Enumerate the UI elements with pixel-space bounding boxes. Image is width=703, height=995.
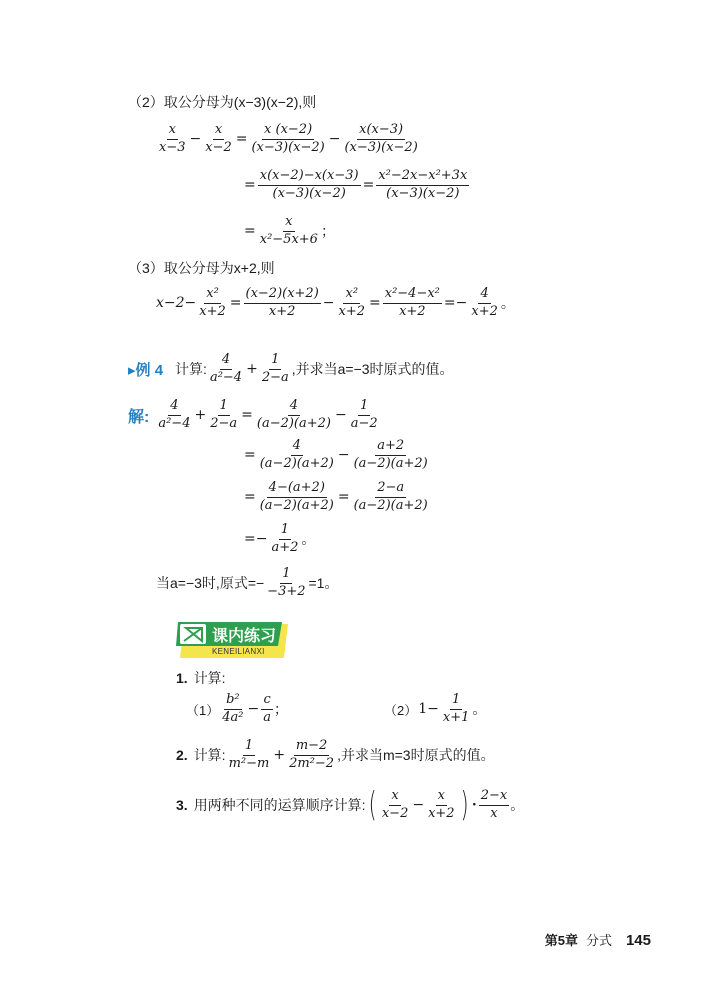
chapter-title: 分式	[585, 933, 612, 948]
example4: ▸例 4 计算: 4 a²−4 + $\frac{1}{2-a}$ ,并求当a=−3时原式的值。	[128, 352, 454, 386]
fraction: $\frac{x}{\text{x²−5x+6}}$	[259, 214, 318, 248]
fraction: $\frac{m-2}{\text{2m²−2}}$	[289, 738, 335, 772]
exercise-number: 3.	[176, 797, 188, 814]
fraction: $\frac{1}{2-a}$	[261, 352, 289, 386]
fraction: b² 4a²	[222, 692, 244, 726]
page-footer	[545, 930, 651, 949]
fraction: $\frac{a+2}{(a-2)(a+2)}$	[353, 438, 428, 472]
exercise-2: 2. 计算: 1 m²−m + $\frac{m-2}{\text{2m²−2}}$ ,并求当m=3时原式的值。	[176, 738, 495, 772]
part2-row1: x x−3 − $\frac{x}{x-2}$ = $\frac{x (x-2)}{(x-3)(x-2)}$ − $\frac{x(x-3)}{(x-3)(x-2)}$	[159, 122, 418, 156]
fraction: $\frac{c}{a}$	[263, 692, 271, 726]
solution-label: 解:	[128, 408, 150, 426]
fraction: $\frac{x}{x-2}$	[205, 122, 232, 156]
solution-conclusion: 当a=−3时,原式=− $\frac{1}{-3+2}$ =1。	[156, 566, 339, 600]
fraction: $\frac{1}{x+1}$	[442, 692, 470, 726]
fraction: 4 a²−4	[209, 352, 243, 386]
fraction: $\frac{\text{x²−4−x²}}{x+2}$	[384, 286, 440, 320]
fraction: 1 m²−m	[228, 738, 270, 772]
fraction: $\frac{1}{2-a}$	[210, 398, 238, 432]
fraction: $\frac{4}{(a-2)(a+2)}$	[256, 398, 331, 432]
banner-title: 课内练习	[212, 628, 277, 645]
fraction: $\frac{4-(a+2)}{(a-2)(a+2)}$	[259, 480, 334, 514]
part2-row2: = $\frac{x(x-2)-x(x-3)}{(x-3)(x-2)}$ = $\frac{\text{x²−2x−x²+3x}}{(x-3)(x-2)}$	[244, 168, 468, 202]
part2-row3: = $\frac{x}{\text{x²−5x+6}}$ ；	[244, 214, 335, 248]
fraction: $\frac{x(x-3)}{(x-3)(x-2)}$	[344, 122, 418, 156]
exercise-3: 3. 用两种不同的运算顺序计算: ( x x−2 − $\frac{x}{x+2}$ ) · 2−x x 。	[176, 785, 525, 826]
fraction: $\frac{x}{x+2}$	[428, 788, 455, 822]
exercise-1: 1. 计算:	[176, 670, 226, 686]
chapter-label: 第5章	[544, 933, 578, 948]
fraction: $\frac{4}{x+2}$	[471, 286, 498, 320]
fraction: 2−x x	[480, 788, 508, 822]
fraction: $\frac{(x-2)(x+2)}{x+2}$	[245, 286, 319, 320]
banner-subtitle: KENEILIANXI	[212, 647, 265, 656]
solution-row3: = $\frac{4-(a+2)}{(a-2)(a+2)}$ = $\frac{2-a}{(a-2)(a+2)}$	[244, 480, 428, 514]
fraction: $\frac{1}{a+2}$	[271, 522, 299, 556]
fraction: $\frac{\text{x²}}{x+2}$	[199, 286, 226, 320]
exercise-1-sub1: （1） b² 4a² − $\frac{c}{a}$ ；	[186, 692, 288, 726]
exercise-number: 2.	[176, 747, 188, 764]
fraction: $\frac{2-a}{(a-2)(a+2)}$	[353, 480, 428, 514]
part2-intro: （2）取公分母为(x−3)(x−2),则	[128, 94, 317, 110]
part3-row: x−2− $\frac{\text{x²}}{x+2}$ = $\frac{(x-2)(x+2)}{x+2}$ − $\frac{\text{x²}}{x+2}$ = $\frac{\text{x²−4−x²}}{x+2}$ =− $\frac{4}{x+2}$ 。	[156, 286, 515, 320]
fraction: x x−3	[159, 122, 186, 156]
solution-row4: =− $\frac{1}{a+2}$ 。	[244, 522, 316, 556]
fraction: x x−2	[381, 788, 409, 822]
exercise-1-sub2: （2） 1− $\frac{1}{x+1}$ 。	[384, 692, 487, 726]
fraction: $\frac{\text{x²−2x−x²+3x}}{(x-3)(x-2)}$	[378, 168, 468, 202]
exercise-banner	[176, 620, 291, 658]
exercise-number: 1.	[176, 670, 188, 686]
fraction: $\frac{x (x-2)}{(x-3)(x-2)}$	[251, 122, 325, 156]
page-number: 145	[625, 932, 651, 949]
solution-row2: = $\frac{4}{(a-2)(a+2)}$ − $\frac{a+2}{(a-2)(a+2)}$	[244, 438, 428, 472]
fraction: $\frac{x(x-2)-x(x-3)}{(x-3)(x-2)}$	[259, 168, 359, 202]
fraction: $\frac{4}{(a-2)(a+2)}$	[259, 438, 334, 472]
fraction: $\frac{\text{x²}}{x+2}$	[338, 286, 366, 320]
part3-intro: （3）取公分母为x+2,则	[128, 260, 275, 276]
fraction: 4 a²−4	[158, 398, 191, 432]
fraction: $\frac{1}{a-2}$	[350, 398, 378, 432]
solution-row1: 解: 4 a²−4 + $\frac{1}{2-a}$ = $\frac{4}{(a-2)(a+2)}$ − $\frac{1}{a-2}$	[128, 398, 378, 432]
example-label: ▸例 4	[128, 361, 164, 379]
fraction: $\frac{1}{-3+2}$	[267, 566, 306, 600]
